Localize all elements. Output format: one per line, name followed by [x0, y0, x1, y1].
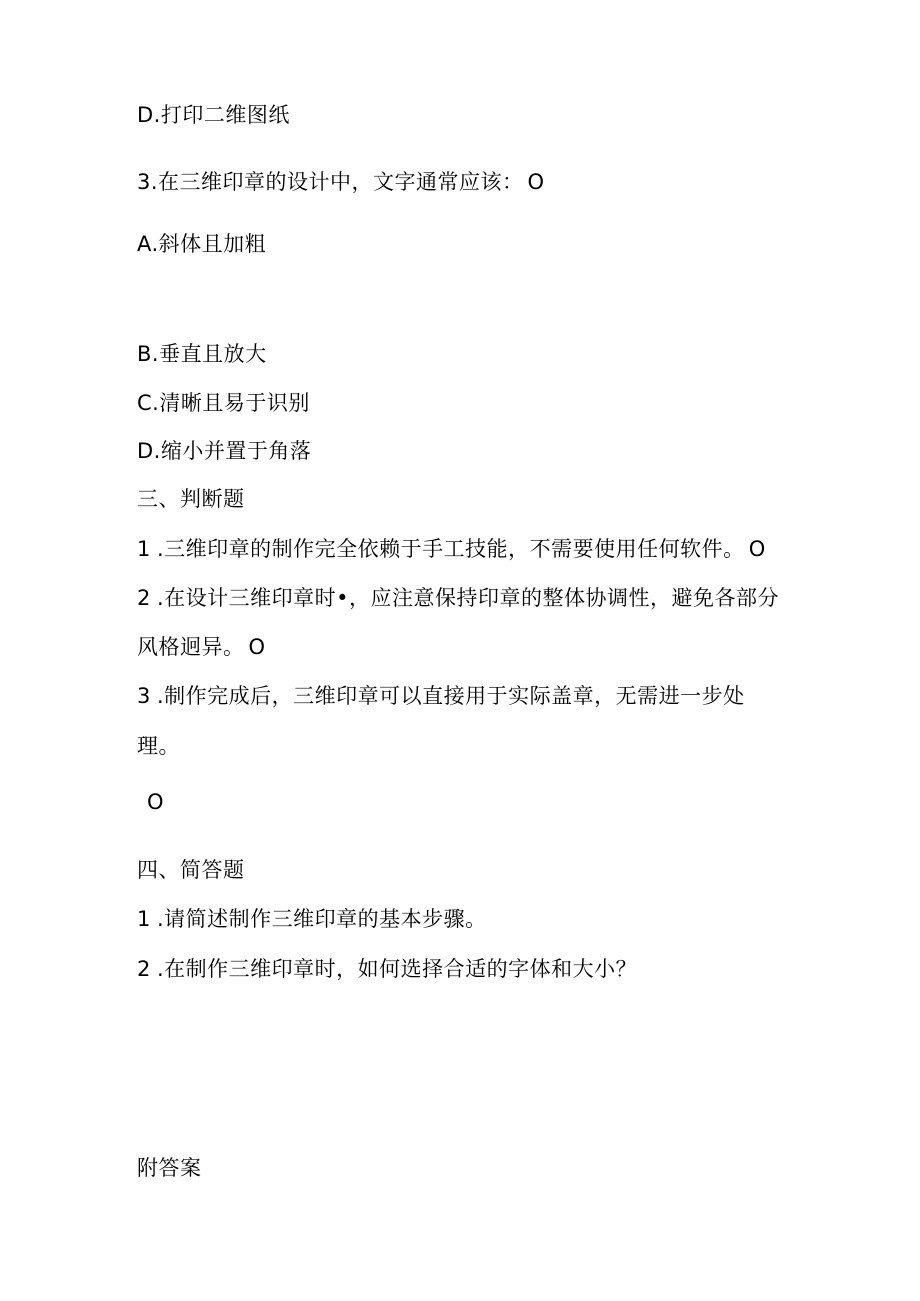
judge-item-2-continued — [137, 633, 266, 661]
section-short-title: 四、简答题 — [137, 858, 245, 882]
judge-item-1-text: .三维印章的制作完全依赖于手工技能，不需要使用任何软件。 — [157, 537, 745, 561]
judge-item-2-text: .在设计三维印章时•，应注意保持印章的整体协调性，避免各部分 — [157, 586, 780, 610]
judge-item-3 — [137, 682, 745, 710]
short-item-1-text: .请简述制作三维印章的基本步骤。 — [157, 907, 487, 931]
judge-item-3-text: .制作完成后，三维印章可以直接用于实际盖章，无需进一步处 — [157, 684, 745, 708]
q3-stem — [137, 168, 545, 196]
judge-item-1 — [137, 535, 766, 563]
short-item-1-number: 1 — [137, 907, 151, 931]
q3-answer-blank: O — [527, 170, 545, 194]
judge-item-2-number: 2 — [137, 586, 151, 610]
judge-item-2-blank: O — [248, 635, 266, 659]
q3-stem-text: 3.在三维印章的设计中，文字通常应该： — [137, 170, 524, 194]
section-judge-title: 三、判断题 — [137, 487, 245, 511]
q3-option-a: A.斜体且加粗 — [137, 232, 267, 256]
judge-item-1-blank: O — [748, 537, 766, 561]
short-item-1 — [137, 905, 487, 933]
short-item-2 — [137, 955, 637, 983]
judge-item-3-continued: 理。 — [137, 734, 180, 758]
judge-item-3-number: 3 — [137, 684, 151, 708]
judge-item-2-text-cont: 风格迥异。 — [137, 635, 245, 659]
short-item-2-number: 2 — [137, 957, 151, 981]
q3-option-d: D.缩小并置于角落 — [137, 439, 312, 463]
judge-item-3-blank: O — [147, 790, 165, 814]
q3-option-c: C.清晰且易于识别 — [137, 391, 310, 415]
appendix-title: 附答案 — [137, 1156, 202, 1180]
q2-option-d: D.打印二维图纸 — [137, 103, 290, 127]
q3-option-b: B.垂直且放大 — [137, 342, 267, 366]
judge-item-1-number: 1 — [137, 537, 151, 561]
short-item-2-text: .在制作三维印章时，如何选择合适的字体和大小？ — [157, 957, 638, 981]
judge-item-2 — [137, 584, 779, 612]
